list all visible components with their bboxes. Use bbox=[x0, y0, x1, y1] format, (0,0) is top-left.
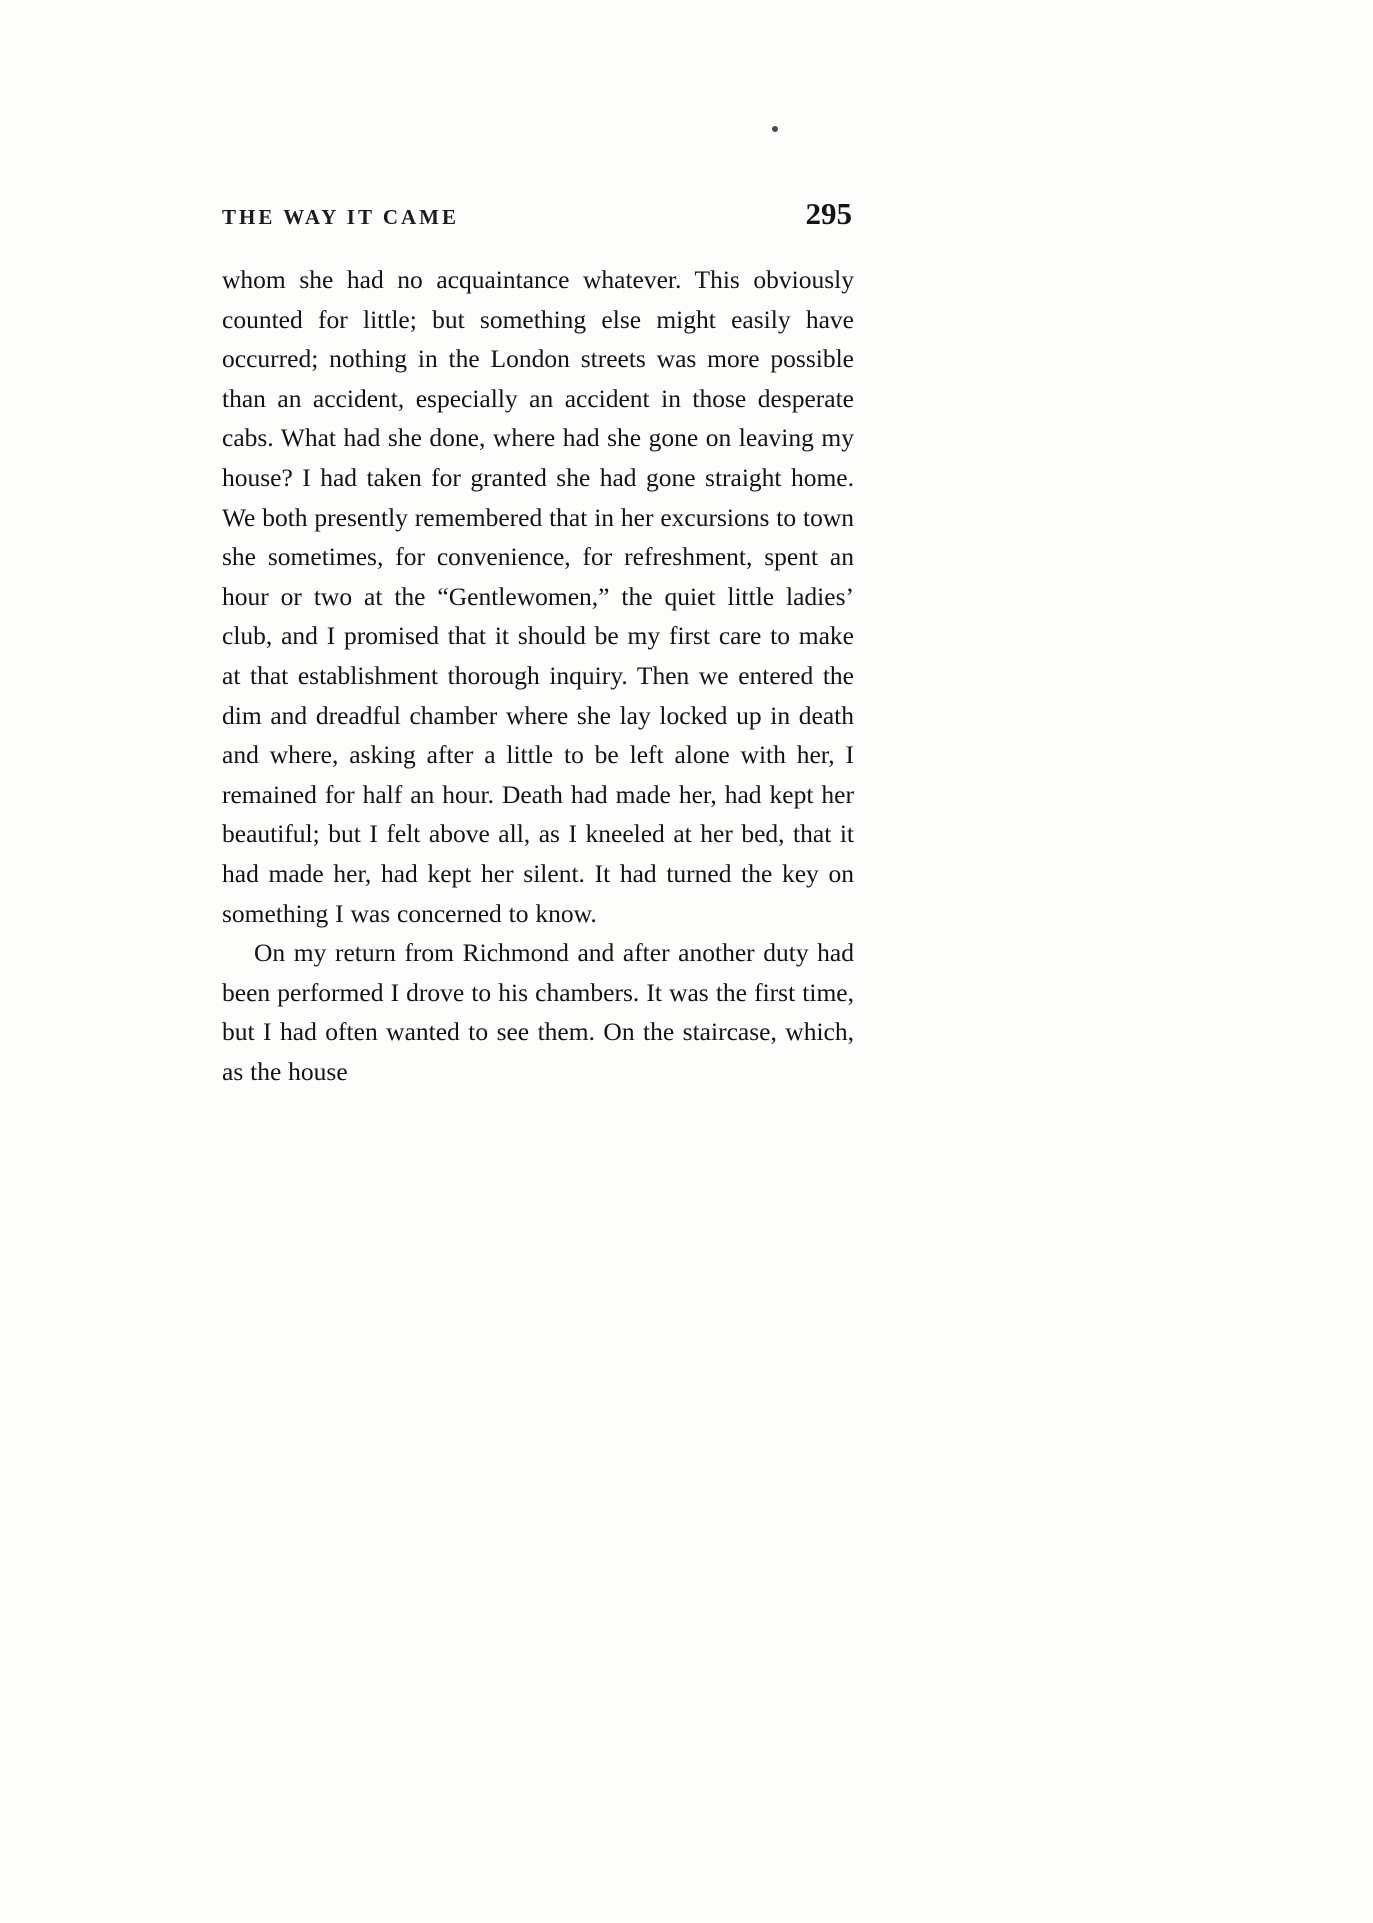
page-header bbox=[222, 198, 852, 230]
running-head: THE WAY IT CAME bbox=[222, 205, 459, 229]
page-number: 295 bbox=[805, 196, 852, 231]
paragraph: whom she had no acquaintance whatever. This obviously counted for little; but something else might easily have occurred; nothing in the London streets was more possible than an accident, especially an accident in those desperate cabs. What had she done, where had she gone on leaving my house? I had taken for granted she had gone straight home. We both presently remembered that in her excursions to town she sometimes, for convenience, for refreshment, spent an hour or two at the “Gentlewomen,” the quiet little ladies’ club, and I promised that it should be my first care to make at that establishment thorough inquiry. Then we entered the dim and dreadful chamber where she lay locked up in death and where, asking after a little to be left alone with her, I remained for half an hour. Death had made her, had kept her beautiful; but I felt above all, as I kneeled at her bed, that it had made her, had kept her silent. It had turned the key on something I was concerned to know. bbox=[222, 265, 854, 928]
paragraph: On my return from Richmond and after another duty had been performed I drove to his chambers. It was the first time, but I had often wanted to see them. On the staircase, which, as the house bbox=[222, 938, 854, 1086]
body-text bbox=[222, 260, 854, 1091]
ink-speck bbox=[772, 126, 778, 132]
